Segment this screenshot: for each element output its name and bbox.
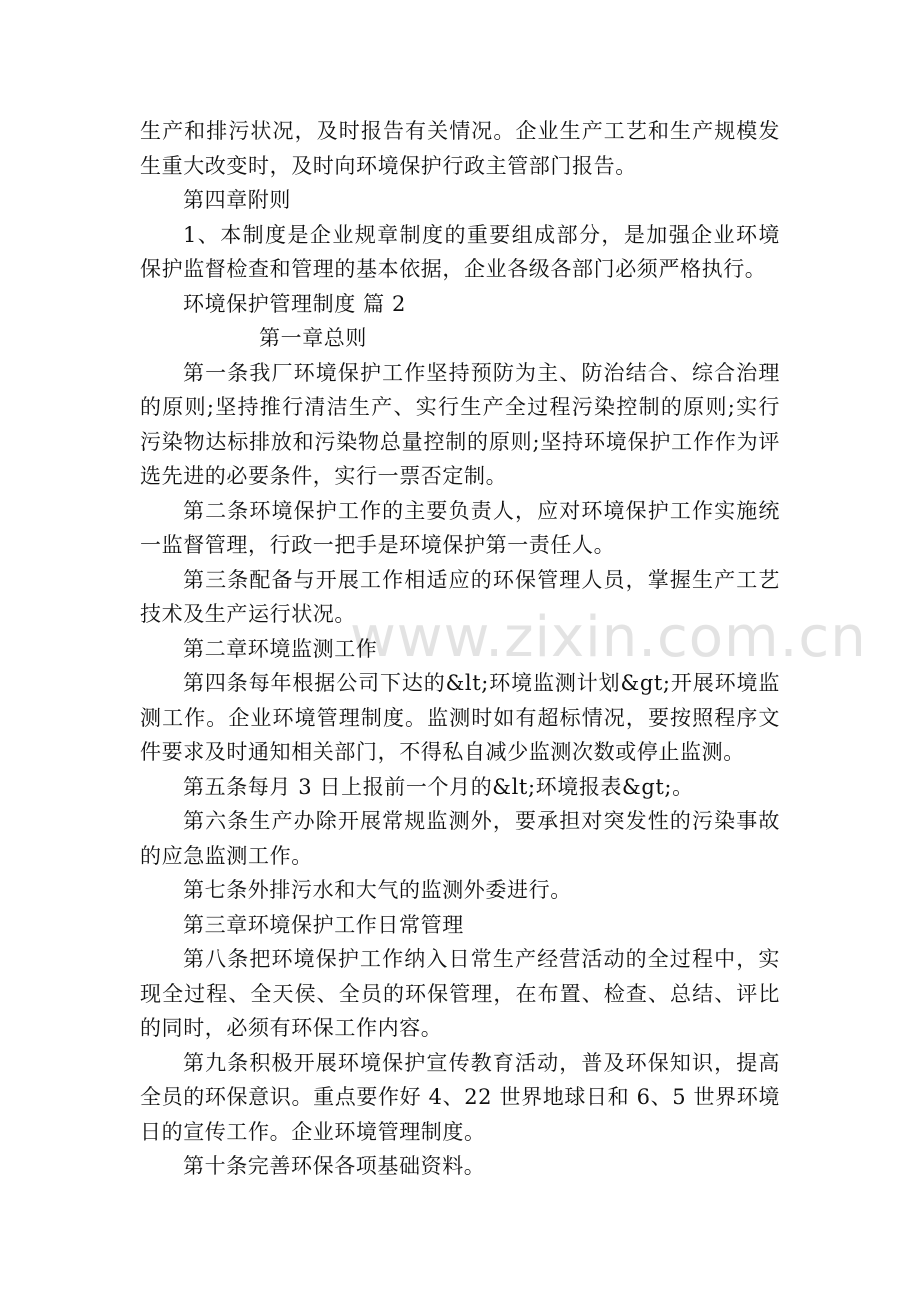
article-7: 第七条外排污水和大气的监测外委进行。 xyxy=(183,878,572,902)
chapter-heading-general: 第一章总则 xyxy=(259,326,367,350)
paragraph-continuation: 生产和排污状况，及时报告有关情况。企业生产工艺和生产规模发生重大改变时，及时向环境保护行政主管部门报告。 xyxy=(140,119,780,178)
chapter-heading-monitoring: 第二章环境监测工作 xyxy=(183,636,378,661)
paragraph-appendix-item: 1、本制度是企业规章制度的重要组成部分，是加强企业环境保护监督检查和管理的基本依据，企业各级各部门必须严格执行。 xyxy=(140,222,780,281)
article-4: 第四条每年根据公司下达的&lt;环境监测计划&gt;开展环境监测工作。企业环境管理制度。监测时如有超标情况，要按照程序文件要求及时通知相关部门，不得私自减少监测次数或停止监测。 xyxy=(140,671,780,764)
article-3: 第三条配备与开展工作相适应的环保管理人员，掌握生产工艺技术及生产运行状况。 xyxy=(140,567,780,626)
article-1: 第一条我厂环境保护工作坚持预防为主、防治结合、综合治理的原则;坚持推行清洁生产、实行生产全过程污染控制的原则;实行污染物达标排放和污染物总量控制的原则;坚持环境保护工作作为评选先进的必要条件，实行一票否定制。 xyxy=(140,360,780,488)
article-2: 第二条环境保护工作的主要负责人，应对环境保护工作实施统一监督管理，行政一把手是环境保护第一责任人。 xyxy=(140,498,780,557)
article-6: 第六条生产办除开展常规监测外，要承担对突发性的污染事故的应急监测工作。 xyxy=(140,809,780,868)
watermark-text: www.zixin.com.cn xyxy=(350,605,867,670)
document-body xyxy=(140,114,780,1184)
section-title: 环境保护管理制度 篇 2 xyxy=(183,291,406,316)
article-5: 第五条每月 3 日上报前一个月的&lt;环境报表&gt;。 xyxy=(183,774,694,799)
chapter-heading-appendix: 第四章附则 xyxy=(183,188,291,212)
article-9: 第九条积极开展环境保护宣传教育活动，普及环保知识，提高全员的环保意识。重点要作好 4、22 世界地球日和 6、5 世界环境日的宣传工作。企业环境管理制度。 xyxy=(140,1050,780,1144)
article-8: 第八条把环境保护工作纳入日常生产经营活动的全过程中，实现全过程、全天侯、全员的环保管理，在布置、检查、总结、评比的同时，必须有环保工作内容。 xyxy=(140,947,780,1040)
chapter-heading-daily-management: 第三章环境保护工作日常管理 xyxy=(183,912,464,937)
article-10: 第十条完善环保各项基础资料。 xyxy=(183,1154,486,1178)
